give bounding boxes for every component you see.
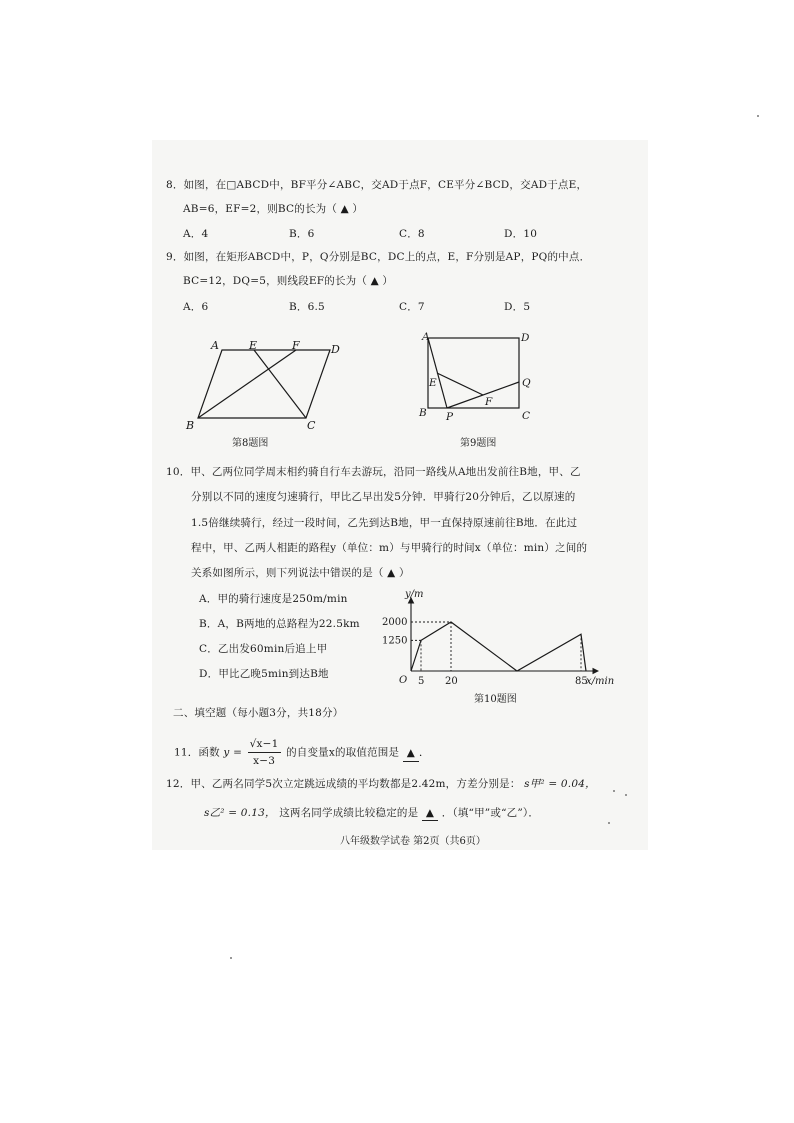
fig9-label-f: F: [485, 396, 493, 408]
q12-line2: [204, 806, 539, 821]
q11-fraction: [248, 736, 281, 769]
q11-line: [174, 736, 430, 769]
q10-text-line3: 1.5倍继续骑行，经过一段时间，乙先到达B地，甲一直保持原速前往B地．在此过: [191, 517, 578, 529]
q9-text-line2: BC=12，DQ=5，则线段EF的长为（ ▲ ）: [183, 275, 394, 287]
series-line-0: [411, 622, 586, 671]
q9-option-b: B．6.5: [289, 301, 325, 313]
q10-text-line2: 分别以不同的速度匀速骑行，甲比乙早出发5分钟．甲骑行20分钟后，乙以原速的: [191, 491, 576, 503]
q8-option-b: B．6: [289, 228, 315, 240]
fig9-label-p: P: [446, 411, 454, 423]
q12-answer-blank[interactable]: ▲: [422, 806, 438, 821]
q11-denominator: x−3: [253, 755, 276, 767]
q10-option-d: D．甲比乙晚5min到达B地: [199, 668, 329, 680]
fig9-label-q: Q: [522, 377, 531, 389]
fig9-label-d: D: [521, 332, 530, 344]
fig8-label-b: B: [186, 419, 195, 432]
fig8-label-d: D: [331, 343, 340, 356]
q11-suffix: 的自变量x的取值范围是: [286, 746, 400, 759]
y-axis-label: y/m: [405, 589, 424, 600]
q9-option-d: D．5: [504, 301, 531, 313]
q12-line2-end: ．（填“甲”或“乙”）．: [441, 807, 540, 819]
fig10-caption: 第10题图: [474, 694, 517, 705]
q10-option-b: B．A，B两地的总路程为22.5km: [199, 618, 360, 630]
q11-answer-blank[interactable]: ▲: [403, 745, 419, 762]
scan-speck: [608, 822, 610, 824]
q10-text-line4: 程中，甲、乙两人相距的路程y（单位：m）与甲骑行的时间x（单位：min）之间的: [191, 542, 588, 554]
q12-s-yi: s乙² = 0.13，: [204, 807, 276, 819]
fig9-caption: 第9题图: [460, 438, 497, 449]
y-tick-label: 2000: [382, 617, 408, 628]
q12-line1: [166, 777, 596, 791]
fig8-label-e: E: [249, 339, 258, 352]
scan-speck: [757, 115, 759, 117]
x-tick-label: 5: [418, 676, 425, 687]
q8-text-line2: AB=6，EF=2，则BC的长为（ ▲ ）: [183, 203, 364, 215]
x-axis-label: x/min: [586, 676, 615, 687]
q10-text-line1: 10．甲、乙两位同学周末相约骑自行车去游玩，沿同一路线从A地出发前往B地，甲、乙: [166, 466, 581, 478]
q12-text-line1: 12．甲、乙两名同学5次立定跳远成绩的平均数都是2.42m，方差分别是：: [166, 778, 521, 790]
fig8-label-f: F: [292, 339, 300, 352]
x-tick-label: 85: [575, 676, 588, 687]
q8-text-line1: 8．如图，在□ABCD中，BF平分∠ABC，交AD于点F，CE平分∠BCD，交AD于点E，: [166, 179, 588, 191]
scan-speck: [230, 957, 232, 959]
page-footer: 八年级数学试卷 第2页（共6页）: [340, 836, 486, 847]
fig9-label-a: A: [422, 331, 430, 343]
q12-text-line2: 这两名同学成绩比较稳定的是: [279, 807, 419, 819]
q8-option-c: C．8: [399, 228, 425, 240]
scan-speck: [625, 794, 627, 796]
q10-option-a: A．甲的骑行速度是250m/min: [199, 593, 348, 605]
q12-s-jia: s甲² = 0.04，: [524, 778, 596, 790]
q8-option-d: D．10: [504, 228, 538, 240]
q8-option-a: A．4: [183, 228, 209, 240]
fig9-label-e: E: [429, 377, 437, 389]
section2-heading: 二、填空题（每小题3分，共18分）: [173, 707, 344, 719]
fig8-label-a: A: [211, 339, 219, 352]
fig8-label-c: C: [307, 419, 316, 432]
origin-label: O: [399, 675, 408, 686]
fig8-caption: 第8题图: [232, 438, 269, 449]
q10-text-line5: 关系如图所示，则下列说法中错误的是（ ▲ ）: [191, 567, 410, 579]
q11-y: y =: [223, 746, 243, 759]
q11-numerator: √x−1: [248, 736, 281, 753]
q9-option-c: C．7: [399, 301, 425, 313]
q10-option-c: C．乙出发60min后追上甲: [199, 643, 328, 655]
q9-option-a: A．6: [183, 301, 209, 313]
fig9-label-c: C: [522, 410, 531, 422]
y-tick-label: 1250: [382, 635, 408, 647]
q11-end: ．: [419, 746, 430, 759]
q11-prefix: 11．函数: [174, 746, 220, 759]
scan-speck: [613, 790, 615, 792]
x-tick-label: 20: [445, 676, 458, 687]
fig9-label-b: B: [419, 407, 427, 419]
q9-text-line1: 9．如图，在矩形ABCD中，P，Q分别是BC，DC上的点，E，F分别是AP，PQ的中点．: [166, 251, 591, 263]
